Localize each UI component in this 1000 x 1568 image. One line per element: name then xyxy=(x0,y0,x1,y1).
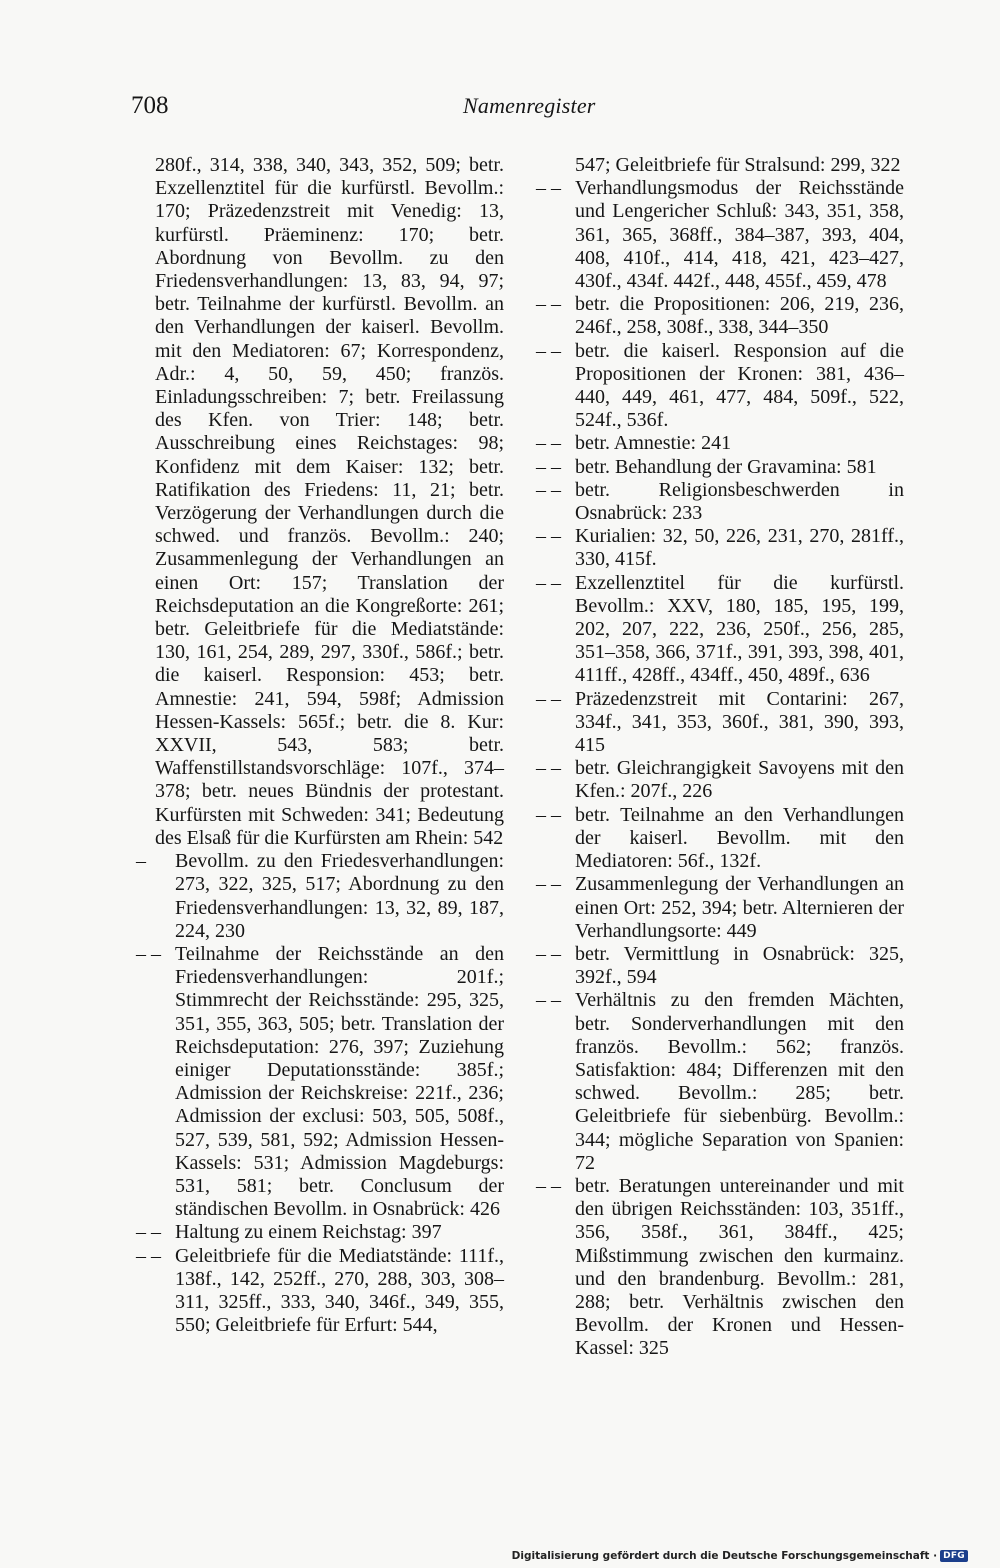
footer-credit: Digitalisierung gefördert durch die Deutsche Forschungsgemeinschaft · xyxy=(511,1550,938,1562)
entry-dash: – – xyxy=(536,873,561,896)
index-entry xyxy=(138,154,504,850)
entry-text: Haltung zu einem Reichstag: 397 xyxy=(175,1221,442,1244)
entry-text: Kurialien: 32, 50, 226, 231, 270, 281ff., 330, 415f. xyxy=(575,525,904,571)
entry-text: Verhältnis zu den fremden Mächten, betr. Sonderverhandlungen mit den französ. Bevollm.: 562; französ. Satisfaktion: 484; Differenzen mit den schwed. Bevollm.: 285; betr. Geleitbriefe für siebenbürg. Bevollm.: 344; mögliche Separation von Spanien: 72 xyxy=(575,989,904,1174)
entry-text: Zusammenlegung der Verhandlungen an einen Ort: 252, 394; betr. Alternieren der Verhandlungsorte: 449 xyxy=(575,873,904,942)
entry-dash: – – xyxy=(536,432,561,455)
index-entry xyxy=(538,154,904,177)
entry-dash: – – xyxy=(536,339,561,362)
entry-text: betr. Teilnahme an den Verhandlungen der kaiserl. Bevollm. mit den Mediatoren: 56f., 132f. xyxy=(575,803,904,873)
entry-dash: – – xyxy=(536,525,561,548)
entry-dash: – – xyxy=(536,571,561,594)
entry-dash: – – xyxy=(536,455,561,478)
entry-text: betr. Vermittlung in Osnabrück: 325, 392f., 594 xyxy=(575,942,904,989)
entry-text: betr. Amnestie: 241 xyxy=(575,432,732,455)
page-number: 708 xyxy=(131,92,169,119)
entry-dash: – – xyxy=(136,1244,161,1267)
entry-dash: – – xyxy=(136,1221,161,1244)
index-entry xyxy=(538,479,904,525)
index-entry xyxy=(538,1175,904,1361)
index-entry xyxy=(538,989,904,1175)
entry-dash: – xyxy=(136,850,146,873)
entry-text: betr. die kaiserl. Responsion auf die Propositionen der Kronen: 381, 436–440, 449, 461, 477, 484, 509f., 522, 524f., 536f. xyxy=(575,339,904,432)
entry-text: 280f., 314, 338, 340, 343, 352, 509; betr. Exzellenztitel für die kurfürstl. Bevollm.: 170; Präzedenzstreit mit Venedig: 13, kurfürstl. Präeminenz: 170; betr. Abordnung von Bevollm. zu den Friedensverhandlungen: 13, 83, 94, 97; betr. Teilnahme der kurfürstl. Bevollm. an den Verhandlungen der kaiserl. Bevollm. mit den Mediatoren: 67; Korrespondenz, Adr.: 4, 50, 59, 450; französ. Einladungsschreiben: 7; betr. Freilassung des Kfen. von Trier: 148; betr. Ausschreibung eines Reichstages: 98; Konfidenz mit dem Kaiser: 132; betr. Ratifikation des Friedens: 11, 21; betr. Verzögerung der Verhandlungen durch die schwed. und französ. Bevollm.: 240; Zusammenlegung der Verhandlungen an einen Ort: 157; Translation der Reichsdeputation an die Kongreßorte: 261; betr. Geleitbriefe für die Mediatstände: 130, 161, 254, 289, 297, 330f., 586f.; betr. die kaiserl. Responsion: 453; betr. Amnestie: 241, 594, 598f; Admission Hessen-Kassels: 565f.; betr. die 8. Kur: XXVII, 543, 583; betr. Waffenstillstandsvorschläge: 107f., 374–378; betr. neues Bündnis der protestant. Kurfürsten mit Schweden: 341; Bedeutung des Elsaß für die Kurfürsten am Rhein: 542 xyxy=(155,154,504,849)
footer xyxy=(512,1550,968,1562)
entry-text: Geleitbriefe für die Mediatstände: 111f., 138f., 142, 252ff., 270, 288, 303, 308–311, 325ff., 333, 340, 346f., 349, 355, 550; Geleitbriefe für Erfurt: 544, xyxy=(175,1244,504,1337)
index-entry xyxy=(538,456,904,479)
entry-dash: – – xyxy=(536,177,561,200)
index-entry xyxy=(538,340,904,433)
entry-text: betr. Gleichrangigkeit Savoyens mit den Kfen.: 207f., 226 xyxy=(575,757,904,803)
entry-text: betr. die Propositionen: 206, 219, 236, 246f., 258, 308f., 338, 344–350 xyxy=(575,293,904,339)
entry-text: betr. Behandlung der Gravamina: 581 xyxy=(575,455,877,478)
entry-dash: – – xyxy=(136,942,161,965)
index-entry xyxy=(538,688,904,758)
entry-text: Präzedenzstreit mit Contarini: 267, 334f., 341, 353, 360f., 381, 390, 393, 415 xyxy=(575,687,904,757)
index-entry xyxy=(538,804,904,874)
dfg-logo: DFG xyxy=(940,1550,968,1562)
entry-text: Bevollm. zu den Friedesverhandlungen: 273, 322, 325, 517; Abordnung zu den Friedensverhandlungen: 13, 32, 89, 187, 224, 230 xyxy=(175,850,504,942)
entry-dash: – – xyxy=(536,942,561,965)
entry-dash: – – xyxy=(536,478,561,501)
index-entry xyxy=(138,943,504,1221)
entry-dash: – – xyxy=(536,293,561,316)
entry-text: Verhandlungsmodus der Reichsstände und Lengericher Schluß: 343, 351, 358, 361, 365, 368ff., 384–387, 393, 404, 408, 410f., 414, 418, 421, 423–427, 430f., 434f. 442f., 448, 455f., 459, 478 xyxy=(575,177,904,293)
index-entry xyxy=(538,293,904,339)
index-entry xyxy=(538,873,904,943)
entry-text: Exzellenztitel für die kurfürstl. Bevollm.: XXV, 180, 185, 195, 199, 202, 207, 222, 236, 250f., 256, 285, 351–358, 366, 371f., 391, 393, 398, 401, 411ff., 428ff., 434ff., 450, 489f., 636 xyxy=(575,571,904,687)
index-entry xyxy=(538,943,904,989)
running-head: Namenregister xyxy=(463,93,596,118)
entry-text: betr. Beratungen untereinander und mit den übrigen Reichsständen: 103, 351ff., 356, 358f., 361, 384ff., 425; Mißstimmung zwischen den kurmainz. und den brandenburg. Bevollm.: 281, 288; betr. Verhältnis zwischen den Bevollm. der Kronen und Hessen-Kassel: 325 xyxy=(575,1174,904,1360)
index-entry xyxy=(538,432,904,455)
entry-dash: – – xyxy=(536,1174,561,1197)
entry-text: 547; Geleitbriefe für Stralsund: 299, 322 xyxy=(575,154,901,176)
left-column xyxy=(138,154,504,1337)
right-column xyxy=(538,154,904,1361)
index-entry xyxy=(538,757,904,803)
entry-dash: – – xyxy=(536,989,561,1012)
entry-dash: – – xyxy=(536,687,561,710)
entry-text: betr. Religionsbeschwerden in Osnabrück: 233 xyxy=(575,478,904,525)
index-entry xyxy=(138,1221,504,1244)
index-entry xyxy=(538,525,904,571)
entry-text: Teilnahme der Reichsstände an den Friedensverhandlungen: 201f.; Stimmrecht der Reichsstände: 295, 325, 351, 355, 363, 505; betr. Translation der Reichsdeputation: 276, 397; Zuziehung einiger Deputationsstände: 385f.; Admission der Reichskreise: 221f., 236; Admission der exclusi: 503, 505, 508f., 527, 539, 581, 592; Admission Hessen-Kassels: 531; Admission Magdeburgs: 531, 581; betr. Conclusum der ständischen Bevollm. in Osnabrück: 426 xyxy=(175,942,504,1221)
index-entry xyxy=(538,177,904,293)
entry-dash: – – xyxy=(536,803,561,826)
index-entry xyxy=(138,850,504,943)
index-entry xyxy=(538,572,904,688)
entry-dash: – – xyxy=(536,757,561,780)
index-entry xyxy=(138,1245,504,1338)
